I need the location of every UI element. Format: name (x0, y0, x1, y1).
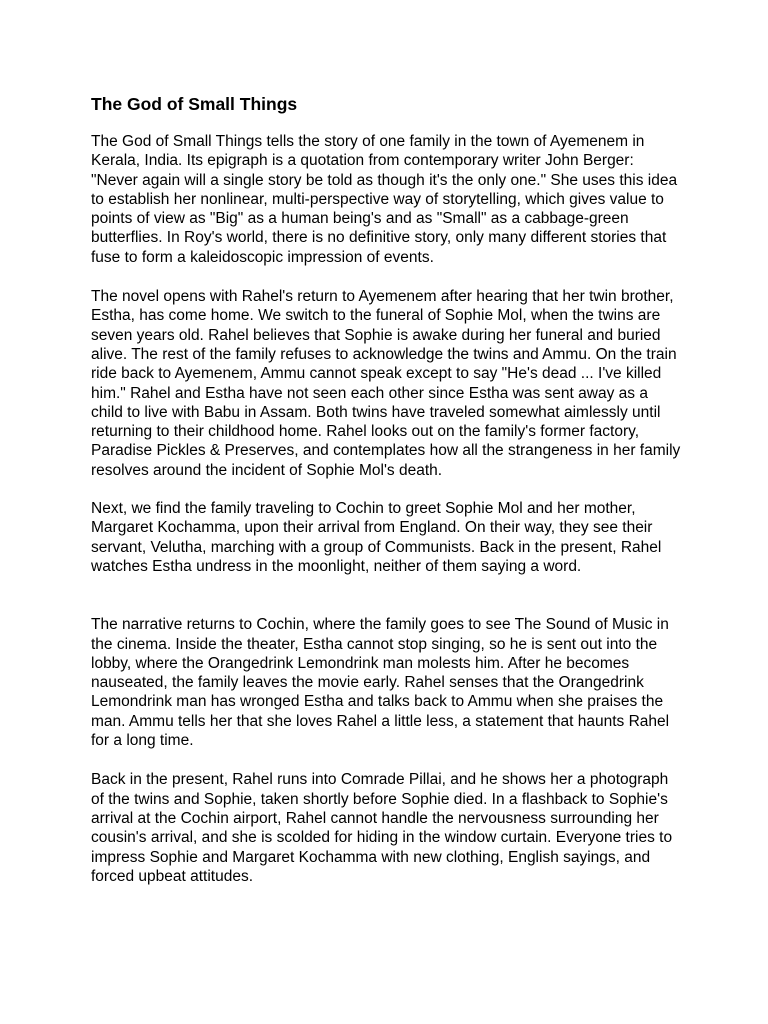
document-title: The God of Small Things (91, 94, 298, 114)
document-body (91, 93, 683, 886)
paragraph-intro: The God of Small Things tells the story of one family in the town of Ayemenem in Kerala, India. Its epigraph is a quotation from contemporary writer John Berger: "Never again will a single story be told as though it's the only one." She uses this idea to establish her nonlinear, multi-perspective way of storytelling, which gives value to points of view as "Big" as a human being's and as "Small" as a cabbage-green butterflies. In Roy's world, there is no definitive story, only many different stories that fuse to form a kaleidoscopic impression of events. (91, 133, 678, 266)
paragraph-cinema: The narrative returns to Cochin, where the family goes to see The Sound of Music in the cinema. Inside the theater, Estha cannot stop singing, so he is sent out into the lobby, where the Orangedrink Lemondrink man molests him. After he becomes nauseated, the family leaves the movie early. Rahel senses that the Orangedrink Lemondrink man has wronged Estha and talks back to Ammu when she praises the man. Ammu tells her that she loves Rahel a little less, a statement that haunts Rahel for a long time. (91, 616, 670, 750)
paragraph-cochin-trip: Next, we find the family traveling to Cochin to greet Sophie Mol and her mother, Margaret Kochamma, upon their arrival from England. On their way, they see their servant, Velutha, marching with a group of Communists. Back in the present, Rahel watches Estha undress in the moonlight, neither of them saying a word. (91, 500, 662, 575)
paragraph-present: Back in the present, Rahel runs into Comrade Pillai, and he shows her a photograph of the twins and Sophie, taken shortly before Sophie died. In a flashback to Sophie's arrival at the Cochin airport, Rahel cannot handle the nervousness surrounding her cousin's arrival, and she is scolded for hiding in the window curtain. Everyone tries to impress Sophie and Margaret Kochamma with new clothing, English sayings, and forced upbeat attitudes. (91, 771, 673, 885)
paragraph-opening: The novel opens with Rahel's return to Ayemenem after hearing that her twin brother, Estha, has come home. We switch to the funeral of Sophie Mol, when the twins are seven years old. Rahel believes that Sophie is awake during her funeral and buried alive. The rest of the family refuses to acknowledge the twins and Ammu. On the train ride back to Ayemenem, Ammu cannot speak except to say "He's dead ... I've killed him." Rahel and Estha have not seen each other since Estha was sent away as a child to live with Babu in Assam. Both twins have traveled somewhat aimlessly until returning to their childhood home. Rahel looks out on the family's former factory, Paradise Pickles & Preserves, and contemplates how all the strangeness in her family resolves around the incident of Sophie Mol's death. (91, 288, 681, 479)
